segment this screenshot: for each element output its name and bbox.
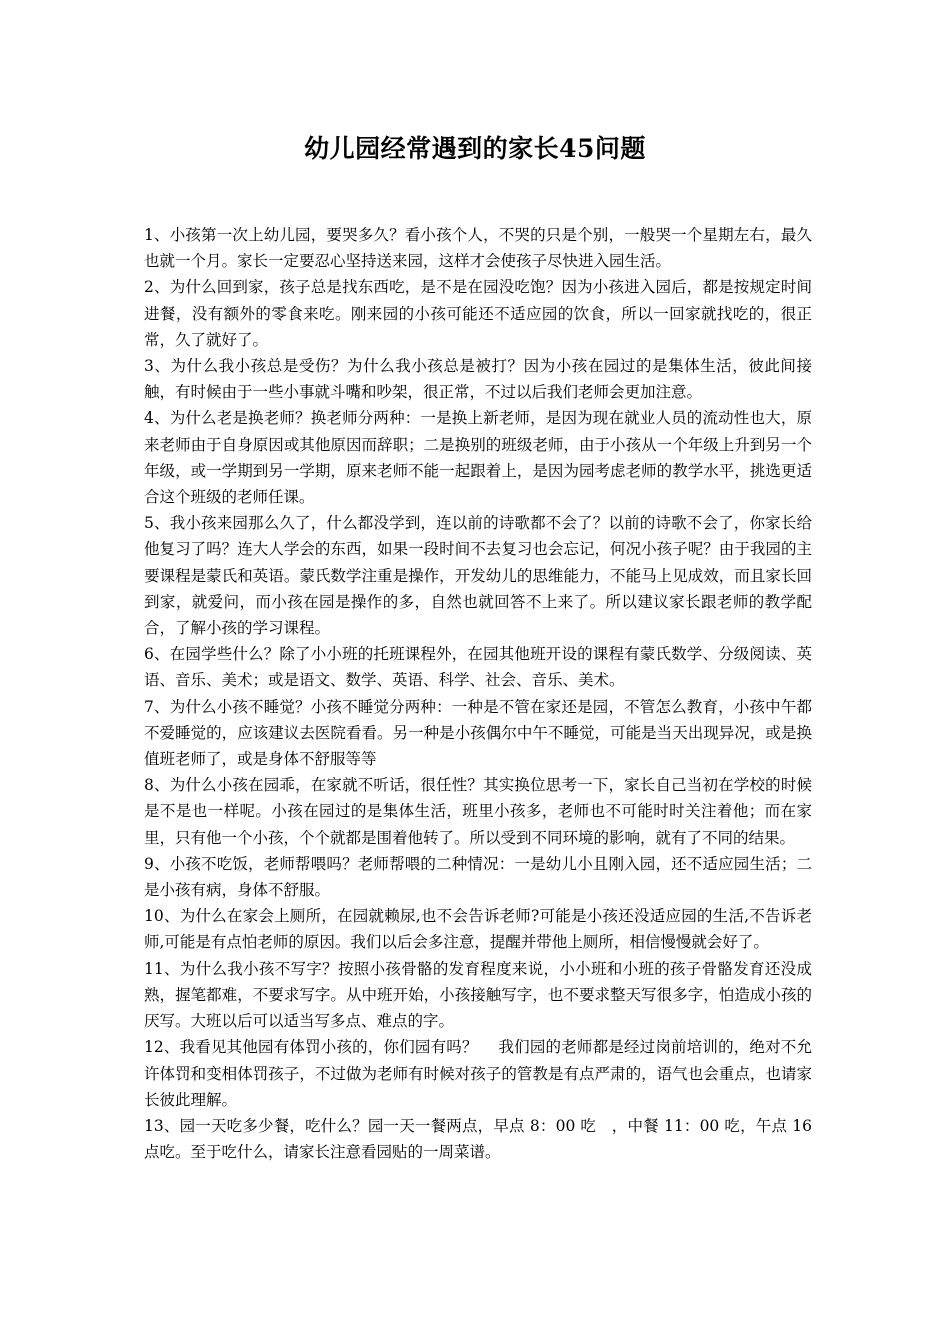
paragraph: 2、为什么回到家，孩子总是找东西吃，是不是在园没吃饱？因为小孩进入园后，都是按规定时间进餐，没有额外的零食来吃。刚来园的小孩可能还不适应园的饮食，所以一回家就找吃的，很正常，久了就好了。 xyxy=(144,278,812,349)
paragraph: 7、为什么小孩不睡觉？小孩不睡觉分两种：一种是不管在家还是园，不管怎么教育，小孩中午都不爱睡觉的，应该建议去医院看看。另一种是小孩偶尔中午不睡觉，可能是当天出现异况，或是换值班老师了，或是身体不舒服等等 xyxy=(144,697,812,769)
paragraph: 11、为什么我小孩不写字？按照小孩骨骼的发育程度来说，小小班和小班的孩子骨骼发育还没成熟，握笔都难，不要求写字。从中班开始，小孩接触写字，也不要求整天写很多字，怕造成小孩的厌写。大班以后可以适当写多点、难点的字。 xyxy=(144,959,812,1031)
paragraph: 6、在园学些什么？除了小小班的托班课程外，在园其他班开设的课程有蒙氏数学、分级阅读、英语、音乐、美术；或是语文、数学、英语、科学、社会、音乐、美术。 xyxy=(144,645,812,690)
paragraph: 4、为什么老是换老师？换老师分两种：一是换上新老师，是因为现在就业人员的流动性也大，原来老师由于自身原因或其他原因而辞职；二是换别的班级老师，由于小孩从一个年级上升到另一个年级，或一学期到另一学期，原来老师不能一起跟着上，是因为园考虑老师的教学水平，挑选更适合这个班级的老师任课。 xyxy=(144,409,812,507)
paragraph: 5、我小孩来园那么久了，什么都没学到，连以前的诗歌都不会了？以前的诗歌不会了，你家长给他复习了吗？连大人学会的东西，如果一段时间不去复习也会忘记，何况小孩子呢？由于我园的主要课程是蒙氏和英语。蒙氏数学注重是操作，开发幼儿的思维能力，不能马上见成效，而且家长回到家，就爱问，而小孩在园是操作的多，自然也就回答不上来了。所以建议家长跟老师的教学配合，了解小孩的学习课程。 xyxy=(144,514,812,638)
paragraph: 9、小孩不吃饭，老师帮喂吗？老师帮喂的二种情况：一是幼儿小且刚入园，还不适应园生活；二是小孩有病，身体不舒服。 xyxy=(144,854,812,900)
paragraph: 1、小孩第一次上幼儿园，要哭多久？看小孩个人，不哭的只是个别，一般哭一个星期左右，最久也就一个月。家长一定要忍心坚持送来园，这样才会使孩子尽快进入园生活。 xyxy=(144,226,812,271)
document-body xyxy=(144,222,812,1165)
paragraph: 10、为什么在家会上厕所，在园就赖尿,也不会告诉老师?可能是小孩还没适应园的生活,不告诉老师,可能是有点怕老师的原因。我们以后会多注意，提醒并带他上厕所，相信慢慢就会好了。 xyxy=(144,907,812,952)
paragraph: 13、园一天吃多少餐，吃什么？园一天一餐两点，早点 8：00 吃 ，中餐 11：00 吃，午点 16 点吃。至于吃什么，请家长注意看园贴的一周菜谱。 xyxy=(144,1116,812,1162)
paragraph: 8、为什么小孩在园乖，在家就不听话，很任性？其实换位思考一下，家长自己当初在学校的时候是不是也一样呢。小孩在园过的是集体生活，班里小孩多，老师也不可能时时关注着他；而在家里，只有他一个小孩，个个就都是围着他转了。所以受到不同环境的影响，就有了不同的结果。 xyxy=(144,776,812,847)
document-title: 幼儿园经常遇到的家长45问题 xyxy=(304,134,646,163)
paragraph: 3、为什么我小孩总是受伤？为什么我小孩总是被打？因为小孩在园过的是集体生活，彼此间接触，有时候由于一些小事就斗嘴和吵架，很正常，不过以后我们老师会更加注意。 xyxy=(144,357,812,402)
paragraph: 12、我看见其他园有体罚小孩的，你们园有吗？ 我们园的老师都是经过岗前培训的，绝对不允许体罚和变相体罚孩子，不过做为老师有时候对孩子的管教是有点严肃的，语气也会重点，也请家长彼此理解。 xyxy=(144,1038,812,1109)
